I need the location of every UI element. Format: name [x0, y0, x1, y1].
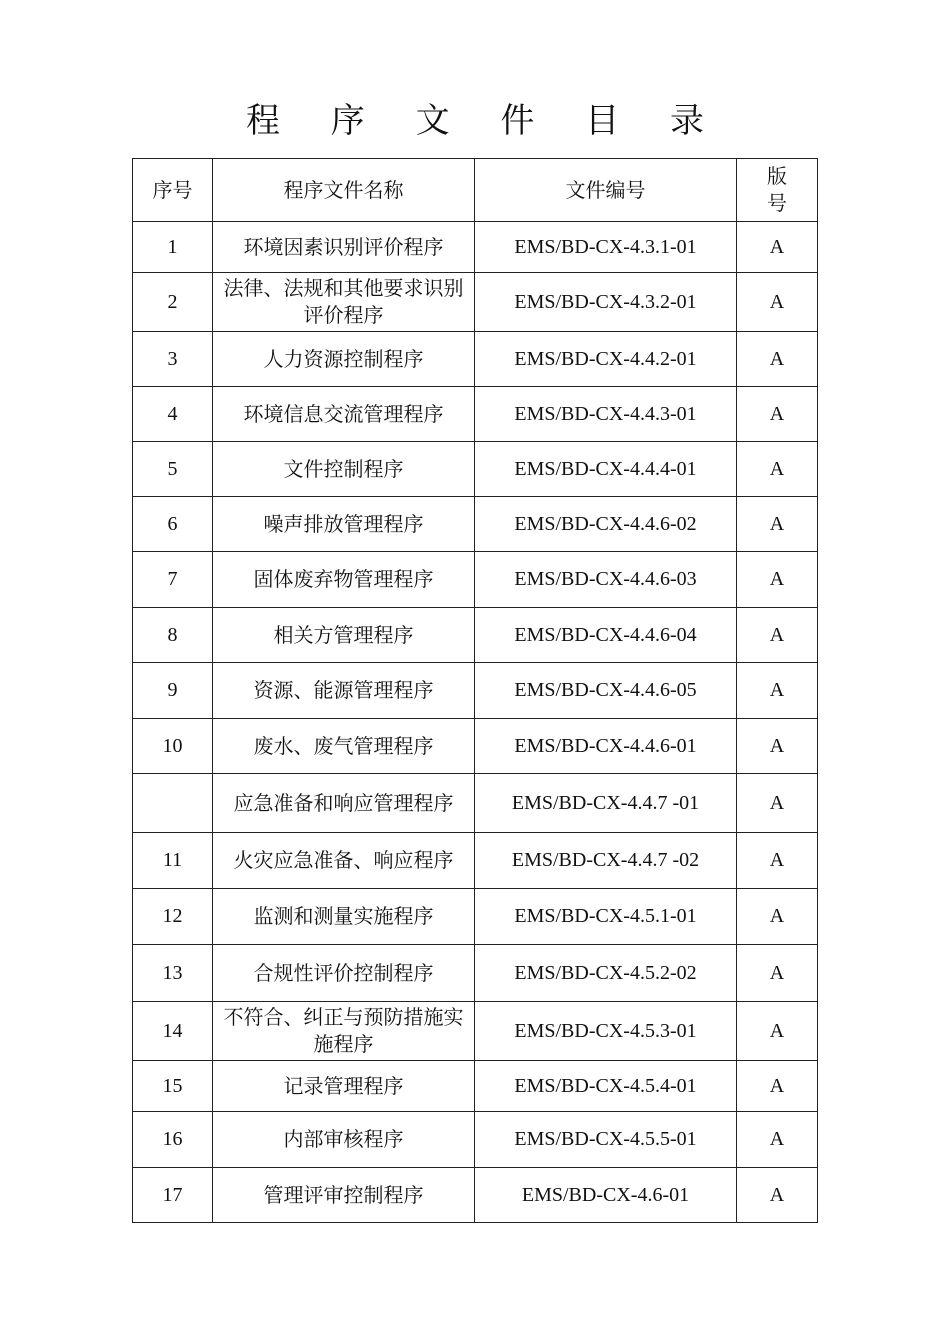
table-row [133, 1061, 818, 1112]
cell-version: A [737, 442, 818, 497]
table-row [133, 442, 818, 497]
cell-code: EMS/BD-CX-4.5.2-02 [475, 945, 737, 1002]
cell-code: EMS/BD-CX-4.3.1-01 [475, 222, 737, 273]
cell-version: A [737, 1002, 818, 1061]
cell-name: 废水、废气管理程序 [213, 719, 475, 774]
table-row [133, 552, 818, 608]
cell-version: A [737, 1112, 818, 1168]
cell-version: A [737, 774, 818, 833]
cell-seq: 2 [133, 273, 213, 332]
cell-seq: 12 [133, 889, 213, 945]
cell-code: EMS/BD-CX-4.3.2-01 [475, 273, 737, 332]
table-row [133, 889, 818, 945]
cell-name: 文件控制程序 [213, 442, 475, 497]
cell-name: 资源、能源管理程序 [213, 663, 475, 719]
table-row [133, 222, 818, 273]
cell-seq: 5 [133, 442, 213, 497]
cell-code: EMS/BD-CX-4.5.5-01 [475, 1112, 737, 1168]
cell-code: EMS/BD-CX-4.4.6-04 [475, 608, 737, 663]
cell-name: 管理评审控制程序 [213, 1168, 475, 1223]
cell-seq: 13 [133, 945, 213, 1002]
cell-seq: 11 [133, 833, 213, 889]
cell-code: EMS/BD-CX-4.4.2-01 [475, 332, 737, 387]
cell-code: EMS/BD-CX-4.5.4-01 [475, 1061, 737, 1112]
cell-name: 环境信息交流管理程序 [213, 387, 475, 442]
header-seq: 序号 [133, 159, 213, 222]
table-row [133, 1112, 818, 1168]
procedure-catalog-table [132, 158, 818, 1223]
cell-seq: 8 [133, 608, 213, 663]
cell-version: A [737, 608, 818, 663]
cell-name: 相关方管理程序 [213, 608, 475, 663]
cell-seq: 17 [133, 1168, 213, 1223]
cell-version: A [737, 497, 818, 552]
cell-seq: 7 [133, 552, 213, 608]
cell-seq [133, 774, 213, 833]
cell-version: A [737, 945, 818, 1002]
table-row [133, 719, 818, 774]
cell-version: A [737, 552, 818, 608]
cell-seq: 16 [133, 1112, 213, 1168]
cell-code: EMS/BD-CX-4.4.6-02 [475, 497, 737, 552]
header-name: 程序文件名称 [213, 159, 475, 222]
cell-seq: 6 [133, 497, 213, 552]
cell-version: A [737, 1061, 818, 1112]
table-row [133, 833, 818, 889]
cell-code: EMS/BD-CX-4.4.7 -01 [475, 774, 737, 833]
cell-seq: 14 [133, 1002, 213, 1061]
cell-code: EMS/BD-CX-4.4.6-03 [475, 552, 737, 608]
cell-version: A [737, 889, 818, 945]
cell-version: A [737, 719, 818, 774]
header-code: 文件编号 [475, 159, 737, 222]
table-row [133, 608, 818, 663]
cell-seq: 1 [133, 222, 213, 273]
cell-name: 应急准备和响应管理程序 [213, 774, 475, 833]
cell-code: EMS/BD-CX-4.5.3-01 [475, 1002, 737, 1061]
table-row [133, 1168, 818, 1223]
cell-name: 不符合、纠正与预防措施实施程序 [213, 1002, 475, 1061]
table-row [133, 332, 818, 387]
table-row [133, 273, 818, 332]
table-row [133, 1002, 818, 1061]
cell-code: EMS/BD-CX-4.4.4-01 [475, 442, 737, 497]
cell-name: 合规性评价控制程序 [213, 945, 475, 1002]
cell-name: 环境因素识别评价程序 [213, 222, 475, 273]
cell-code: EMS/BD-CX-4.4.7 -02 [475, 833, 737, 889]
cell-name: 记录管理程序 [213, 1061, 475, 1112]
cell-version: A [737, 1168, 818, 1223]
cell-version: A [737, 833, 818, 889]
cell-code: EMS/BD-CX-4.6-01 [475, 1168, 737, 1223]
cell-name: 法律、法规和其他要求识别评价程序 [213, 273, 475, 332]
cell-seq: 10 [133, 719, 213, 774]
cell-code: EMS/BD-CX-4.4.3-01 [475, 387, 737, 442]
table-row [133, 497, 818, 552]
table-row [133, 774, 818, 833]
cell-code: EMS/BD-CX-4.4.6-01 [475, 719, 737, 774]
cell-version: A [737, 387, 818, 442]
cell-name: 人力资源控制程序 [213, 332, 475, 387]
cell-seq: 9 [133, 663, 213, 719]
cell-version: A [737, 663, 818, 719]
table-row [133, 387, 818, 442]
cell-code: EMS/BD-CX-4.5.1-01 [475, 889, 737, 945]
table-row [133, 945, 818, 1002]
table-header-row [133, 159, 818, 222]
cell-name: 噪声排放管理程序 [213, 497, 475, 552]
table-row [133, 663, 818, 719]
cell-name: 火灾应急准备、响应程序 [213, 833, 475, 889]
cell-seq: 3 [133, 332, 213, 387]
document-title: 程 序 文 件 目 录 [245, 101, 725, 141]
header-version [737, 159, 818, 222]
cell-name: 内部审核程序 [213, 1112, 475, 1168]
cell-seq: 4 [133, 387, 213, 442]
table-body [133, 222, 818, 1223]
cell-version: A [737, 222, 818, 273]
header-version-char-2: 号 [767, 191, 787, 215]
cell-name: 固体废弃物管理程序 [213, 552, 475, 608]
cell-version: A [737, 273, 818, 332]
cell-version: A [737, 332, 818, 387]
cell-seq: 15 [133, 1061, 213, 1112]
header-version-char-1: 版 [767, 164, 787, 188]
cell-name: 监测和测量实施程序 [213, 889, 475, 945]
cell-code: EMS/BD-CX-4.4.6-05 [475, 663, 737, 719]
